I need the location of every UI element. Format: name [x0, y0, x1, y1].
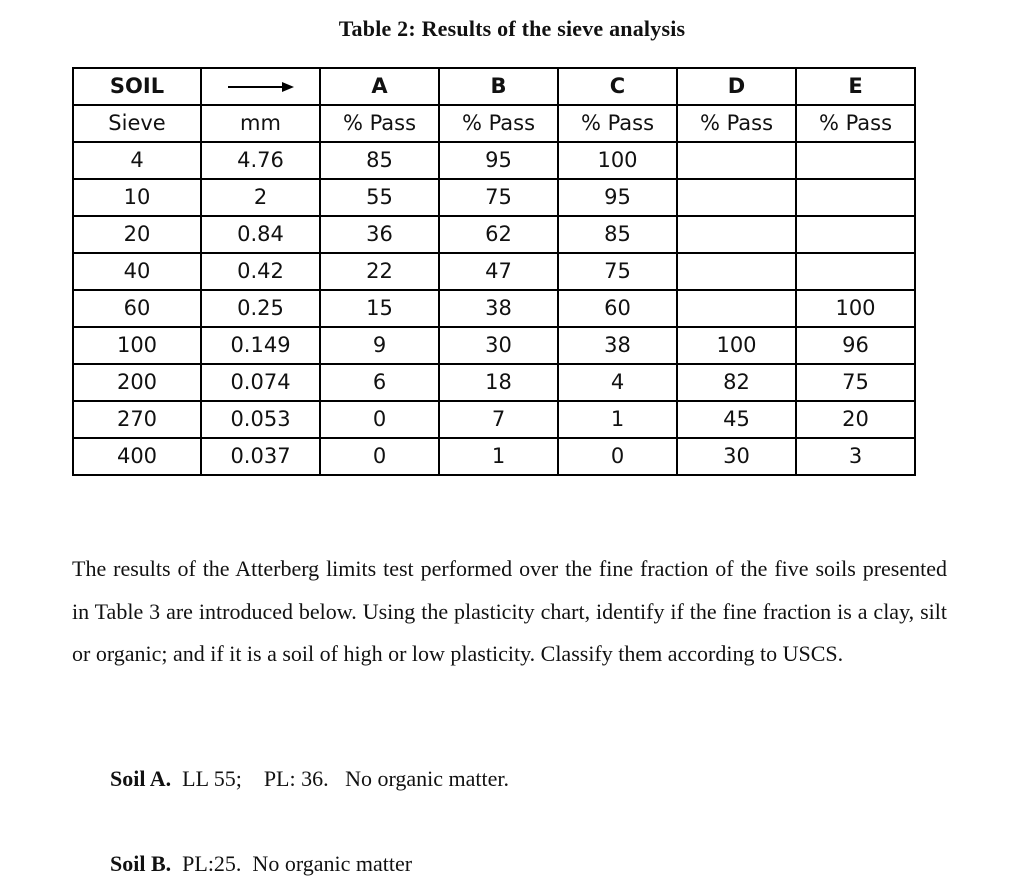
cell-pass-d	[677, 290, 796, 327]
cell-pass-b: 18	[439, 364, 558, 401]
cell-pass-e	[796, 253, 915, 290]
table-row	[73, 179, 915, 216]
cell-pass-e: 96	[796, 327, 915, 364]
cell-pass-c: 4	[558, 364, 677, 401]
cell-pass-a: 85	[320, 142, 439, 179]
cell-pass-b: 62	[439, 216, 558, 253]
soil-a-label: Soil A.	[110, 766, 172, 791]
cell-sieve: 270	[73, 401, 201, 438]
right-arrow-icon	[201, 68, 320, 105]
cell-pass-e: 3	[796, 438, 915, 475]
header-pass-c: % Pass	[558, 105, 677, 142]
soil-b-text: PL:25. No organic matter	[182, 851, 413, 876]
cell-pass-d: 82	[677, 364, 796, 401]
cell-pass-c: 38	[558, 327, 677, 364]
cell-pass-a: 0	[320, 438, 439, 475]
cell-pass-e	[796, 179, 915, 216]
header-mm: mm	[201, 105, 320, 142]
cell-pass-c: 100	[558, 142, 677, 179]
cell-pass-e	[796, 142, 915, 179]
table-row	[73, 290, 915, 327]
cell-pass-e	[796, 216, 915, 253]
cell-pass-c: 0	[558, 438, 677, 475]
cell-pass-b: 47	[439, 253, 558, 290]
cell-pass-d: 30	[677, 438, 796, 475]
header-soil-a: A	[320, 68, 439, 105]
soil-a-text: LL 55; PL: 36. No organic matter.	[182, 766, 510, 791]
cell-sieve: 40	[73, 253, 201, 290]
header-soil-e: E	[796, 68, 915, 105]
header-sieve: Sieve	[73, 105, 201, 142]
header-pass-b: % Pass	[439, 105, 558, 142]
cell-mm: 2	[201, 179, 320, 216]
cell-pass-d: 100	[677, 327, 796, 364]
cell-sieve: 4	[73, 142, 201, 179]
table-row	[73, 401, 915, 438]
cell-mm: 0.037	[201, 438, 320, 475]
table-row	[73, 142, 915, 179]
table-row	[73, 438, 915, 475]
soil-b-label: Soil B.	[110, 851, 172, 876]
table-header-row	[73, 68, 915, 105]
table-title: Table 2: Results of the sieve analysis	[338, 16, 686, 41]
header-pass-d: % Pass	[677, 105, 796, 142]
cell-pass-d	[677, 142, 796, 179]
table-row	[73, 253, 915, 290]
cell-mm: 0.42	[201, 253, 320, 290]
cell-mm: 0.053	[201, 401, 320, 438]
cell-pass-b: 75	[439, 179, 558, 216]
cell-pass-d	[677, 179, 796, 216]
cell-pass-a: 6	[320, 364, 439, 401]
cell-pass-e: 100	[796, 290, 915, 327]
table-row	[73, 364, 915, 401]
cell-mm: 0.84	[201, 216, 320, 253]
cell-pass-c: 1	[558, 401, 677, 438]
header-pass-e: % Pass	[796, 105, 915, 142]
cell-pass-a: 15	[320, 290, 439, 327]
soil-a-line	[110, 766, 509, 792]
cell-sieve: 60	[73, 290, 201, 327]
header-soil-c: C	[558, 68, 677, 105]
cell-sieve: 20	[73, 216, 201, 253]
cell-sieve: 200	[73, 364, 201, 401]
cell-pass-a: 55	[320, 179, 439, 216]
table-subheader-row	[73, 105, 915, 142]
cell-pass-c: 95	[558, 179, 677, 216]
cell-sieve: 100	[73, 327, 201, 364]
cell-pass-b: 38	[439, 290, 558, 327]
cell-sieve: 400	[73, 438, 201, 475]
cell-pass-e: 20	[796, 401, 915, 438]
header-soil-d: D	[677, 68, 796, 105]
table-row	[73, 327, 915, 364]
header-pass-a: % Pass	[320, 105, 439, 142]
cell-mm: 0.074	[201, 364, 320, 401]
cell-pass-b: 7	[439, 401, 558, 438]
cell-mm: 0.25	[201, 290, 320, 327]
cell-pass-b: 30	[439, 327, 558, 364]
header-soil: SOIL	[73, 68, 201, 105]
cell-pass-b: 95	[439, 142, 558, 179]
cell-pass-b: 1	[439, 438, 558, 475]
cell-pass-a: 0	[320, 401, 439, 438]
cell-mm: 4.76	[201, 142, 320, 179]
cell-pass-d: 45	[677, 401, 796, 438]
cell-pass-a: 22	[320, 253, 439, 290]
cell-sieve: 10	[73, 179, 201, 216]
cell-mm: 0.149	[201, 327, 320, 364]
cell-pass-d	[677, 253, 796, 290]
cell-pass-a: 9	[320, 327, 439, 364]
soil-b-line	[110, 851, 412, 877]
cell-pass-c: 75	[558, 253, 677, 290]
cell-pass-a: 36	[320, 216, 439, 253]
cell-pass-e: 75	[796, 364, 915, 401]
cell-pass-c: 85	[558, 216, 677, 253]
instructions-paragraph: The results of the Atterberg limits test performed over the fine fraction of the five soils presented in Table 3 are introduced below. Using the plasticity chart, identify if the fine fraction is a clay, silt or organic; and if it is a soil of high or low plasticity. Classify them according to USCS.	[72, 556, 947, 666]
cell-pass-c: 60	[558, 290, 677, 327]
cell-pass-d	[677, 216, 796, 253]
sieve-analysis-table	[72, 67, 916, 476]
header-soil-b: B	[439, 68, 558, 105]
table-row	[73, 216, 915, 253]
